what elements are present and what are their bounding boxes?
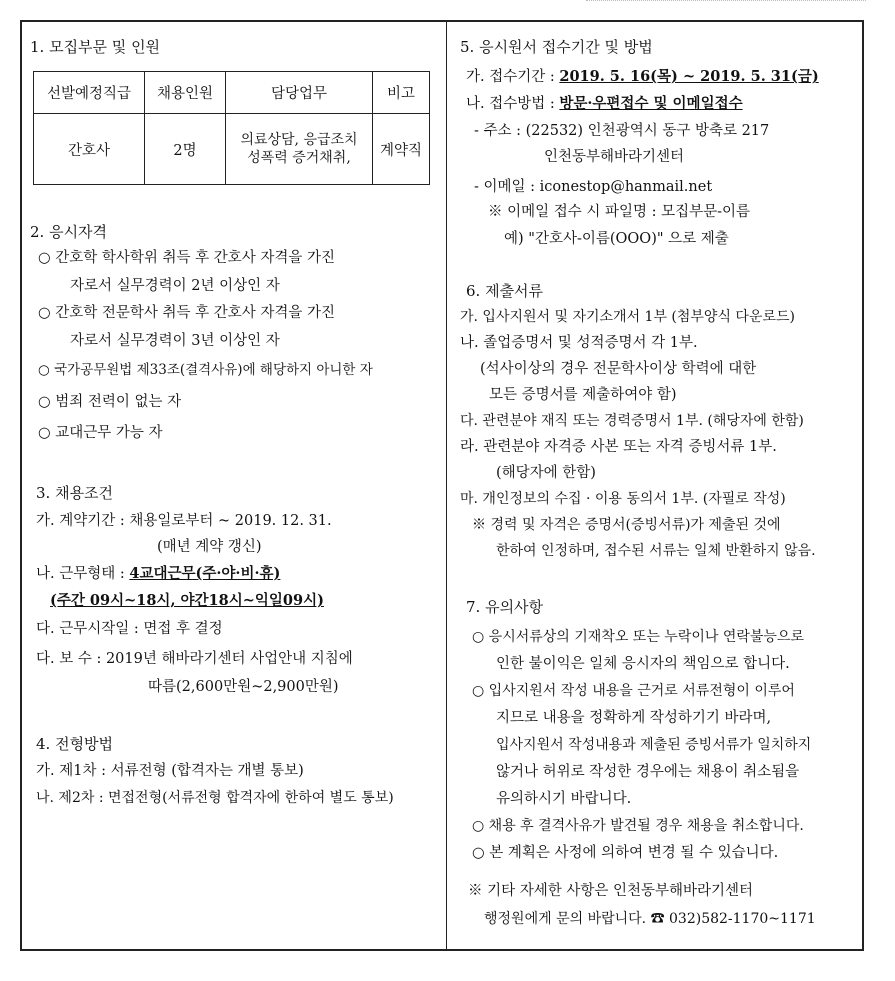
qualification-item: 자로서 실무경력이 2년 이상인 자 bbox=[70, 278, 280, 294]
recruitment-table bbox=[33, 71, 430, 185]
application-method-value: 방문·우편접수 및 이메일접수 bbox=[559, 95, 743, 112]
work-shift-label: 나. 근무형태 : bbox=[36, 566, 130, 582]
qualification-item: ○ 간호학 학사학위 취득 후 간호사 자격을 가진 bbox=[38, 250, 336, 266]
section-5-title: 5. 응시원서 접수기간 및 방법 bbox=[460, 38, 653, 56]
section-1-title: 1. 모집부문 및 인원 bbox=[30, 38, 161, 56]
salary-note: 따름(2,600만원~2,900만원) bbox=[148, 679, 339, 695]
count-cell: 2명 bbox=[145, 114, 226, 185]
application-period-label: 가. 접수기간 : bbox=[466, 69, 560, 85]
document-item: (석사이상의 경우 전문학사이상 학력에 대한 bbox=[480, 361, 757, 377]
footer-line-2: 행정원에게 문의 바랍니다. ☎ 032)582-1170~1171 bbox=[484, 911, 816, 927]
contract-period-note: (매년 계약 갱신) bbox=[157, 539, 262, 555]
footer-line-1: ※ 기타 자세한 사항은 인천동부해바라기센터 bbox=[468, 883, 754, 899]
salary: 다. 보 수 : 2019년 해바라기센터 사업안내 지침에 bbox=[36, 651, 353, 667]
position-cell: 간호사 bbox=[34, 114, 145, 185]
document-item: ※ 경력 및 자격은 증명서(증빙서류)가 제출된 것에 bbox=[472, 517, 781, 533]
work-hours: (주간 09시~18시, 야간18시~익일09시) bbox=[50, 592, 324, 609]
document-item: 마. 개인정보의 수집 · 이용 동의서 1부. (자필로 작성) bbox=[460, 491, 786, 507]
qualification-item: ○ 범죄 전력이 없는 자 bbox=[38, 394, 182, 410]
qualification-item: ○ 국가공무원법 제33조(결격사유)에 해당하지 아니한 자 bbox=[38, 362, 373, 378]
email: - 이메일 : iconestop@hanmail.net bbox=[474, 179, 713, 195]
table-row bbox=[34, 114, 430, 185]
duty-cell bbox=[226, 114, 373, 185]
qualification-item: 자로서 실무경력이 3년 이상인 자 bbox=[70, 333, 280, 349]
application-period bbox=[466, 70, 819, 85]
table-header-cell: 선발예정직급 bbox=[34, 72, 145, 114]
selection-step-1: 가. 제1차 : 서류전형 (합격자는 개별 통보) bbox=[36, 763, 304, 779]
application-period-value: 2019. 5. 16(목) ~ 2019. 5. 31(금) bbox=[559, 68, 819, 85]
notice-item: 입사지원서 작성내용과 제출된 증빙서류가 일치하지 bbox=[496, 737, 812, 753]
section-3-title: 3. 채용조건 bbox=[36, 484, 114, 502]
work-shift bbox=[36, 567, 280, 582]
document-item: 다. 관련분야 재직 또는 경력증명서 1부. (해당자에 한함) bbox=[460, 413, 804, 429]
notice-item: 유의하시기 바랍니다. bbox=[496, 791, 632, 807]
duty-line: 의료상담, 응급조치 bbox=[240, 132, 358, 148]
column-divider bbox=[446, 20, 447, 951]
table-header-row bbox=[34, 72, 430, 114]
document-item: 나. 졸업증명서 및 성적증명서 각 1부. bbox=[460, 335, 698, 351]
email-example: 예) "간호사-이름(OOO)" 으로 제출 bbox=[504, 231, 729, 247]
email-note: ※ 이메일 접수 시 파일명 : 모집부문-이름 bbox=[488, 204, 751, 220]
contract-period: 가. 계약기간 : 채용일로부터 ~ 2019. 12. 31. bbox=[36, 513, 332, 529]
document-item: 가. 입사지원서 및 자기소개서 1부 (첨부양식 다운로드) bbox=[460, 309, 795, 325]
document-item: 라. 관련분야 자격증 사본 또는 자격 증빙서류 1부. bbox=[460, 439, 777, 455]
table-header-cell: 담당업무 bbox=[226, 72, 373, 114]
notice-item: 지므로 내용을 정확하게 작성하기기 바라며, bbox=[496, 710, 772, 726]
table-header-cell: 채용인원 bbox=[145, 72, 226, 114]
duty-line: 성폭력 증거채취, bbox=[247, 150, 351, 166]
document-item: 한하여 인정하며, 접수된 서류는 일체 반환하지 않음. bbox=[496, 543, 816, 559]
qualification-item: ○ 교대근무 가능 자 bbox=[38, 425, 163, 441]
notice-item: 않거나 허위로 작성한 경우에는 채용이 취소됨을 bbox=[496, 764, 800, 780]
notice-item: ○ 본 계획은 사정에 의하여 변경 될 수 있습니다. bbox=[472, 845, 779, 861]
note-cell: 계약직 bbox=[373, 114, 430, 185]
document-item: 모든 증명서를 제출하여야 함) bbox=[489, 387, 677, 403]
section-6-title: 6. 제출서류 bbox=[466, 282, 544, 300]
notice-item: 인한 불이익은 일체 응시자의 책임으로 합니다. bbox=[496, 656, 790, 672]
section-7-title: 7. 유의사항 bbox=[466, 598, 544, 616]
section-4-title: 4. 전형방법 bbox=[36, 735, 114, 753]
start-date: 다. 근무시작일 : 면접 후 결정 bbox=[36, 621, 223, 637]
application-method bbox=[466, 97, 743, 112]
notice-item: ○ 입사지원서 작성 내용을 근거로 서류전형이 이루어 bbox=[472, 683, 795, 699]
application-method-label: 나. 접수방법 : bbox=[466, 96, 560, 112]
work-shift-value: 4교대근무(주·야·비·휴) bbox=[129, 565, 281, 582]
table-header-cell: 비고 bbox=[373, 72, 430, 114]
qualification-item: ○ 간호학 전문학사 취득 후 간호사 자격을 가진 bbox=[38, 305, 336, 321]
notice-item: ○ 응시서류상의 기재착오 또는 누락이나 연락불능으로 bbox=[472, 629, 804, 645]
top-dotted-line bbox=[586, 0, 866, 4]
notice-item: ○ 채용 후 결격사유가 발견될 경우 채용을 취소합니다. bbox=[472, 818, 804, 834]
section-2-title: 2. 응시자격 bbox=[30, 223, 108, 241]
address-center: 인천동부해바라기센터 bbox=[544, 149, 685, 165]
address: - 주소 : (22532) 인천광역시 동구 방축로 217 bbox=[474, 123, 770, 139]
selection-step-2: 나. 제2차 : 면접전형(서류전형 합격자에 한하여 별도 통보) bbox=[36, 790, 394, 806]
document-item: (해당자에 한함) bbox=[496, 465, 596, 481]
